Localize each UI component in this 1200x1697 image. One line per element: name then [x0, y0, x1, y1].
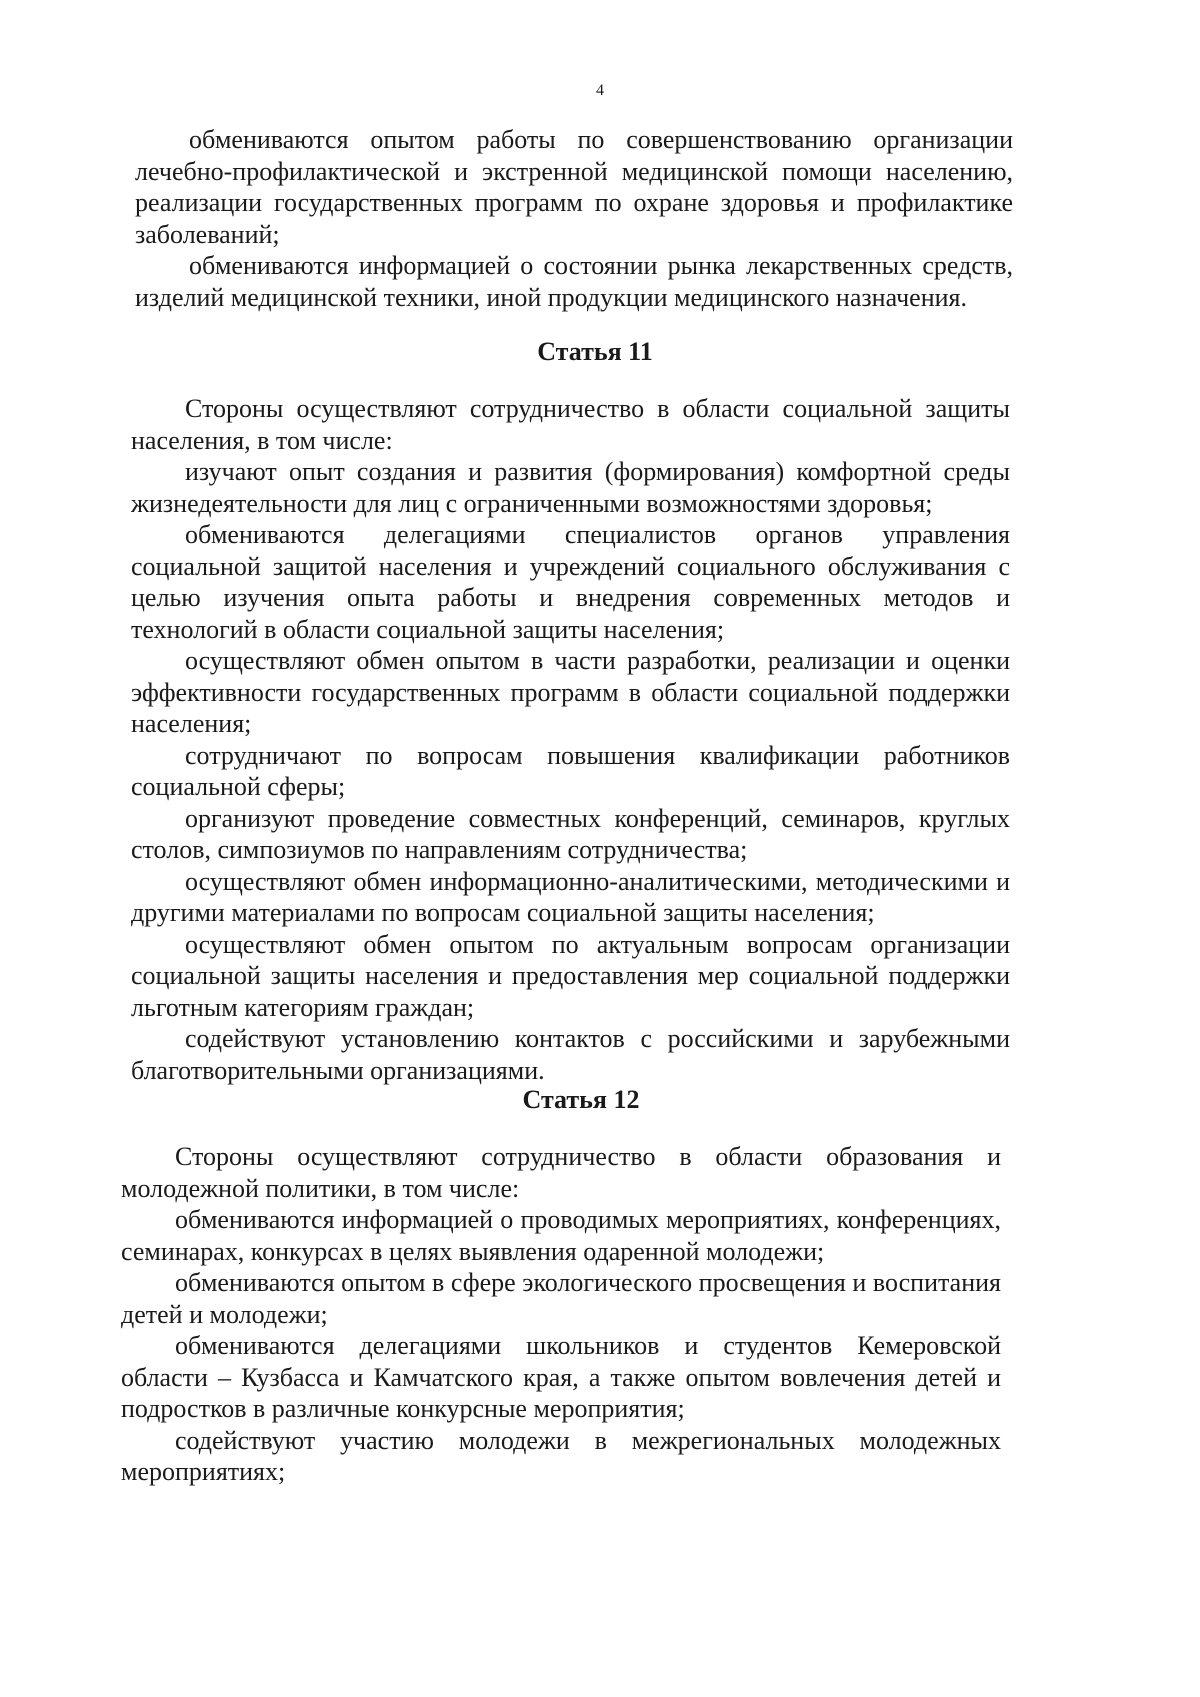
article-12-body	[121, 1141, 1001, 1488]
article-11-heading: Статья 11	[537, 337, 653, 366]
paragraph: осуществляют обмен опытом в части разработки, реализации и оценки эффективности государственных программ в области социальной поддержки населения;	[131, 646, 1010, 738]
paragraph: обмениваются делегациями школьников и студентов Кемеровской области – Кузбасса и Камчатского края, а также опытом вовлечения детей и подростков в различные конкурсные мероприятия;	[121, 1331, 1001, 1423]
paragraph: осуществляют обмен опытом по актуальным вопросам организации социальной защиты населения и предоставления мер социальной поддержки льготным категориям граждан;	[131, 929, 1010, 1022]
paragraph: содействуют установлению контактов с российскими и зарубежными благотворительными организациями.	[131, 1024, 1010, 1085]
paragraph: изучают опыт создания и развития (формирования) комфортной среды жизнедеятельности для лиц с ограниченными возможностями здоровья;	[131, 457, 1010, 518]
paragraph: обмениваются опытом работы по совершенствованию организации лечебно-профилактической и экстренной медицинской помощи населению, реализации государственных программ по охране здоровья и профилактике заболеваний;	[135, 125, 1013, 249]
paragraph: организуют проведение совместных конференций, семинаров, круглых столов, симпозиумов по направлениям сотрудничества;	[131, 803, 1010, 864]
page-number: 4	[596, 82, 604, 99]
paragraph: сотрудничают по вопросам повышения квалификации работников социальной сферы;	[131, 740, 1010, 801]
article-11-body	[131, 393, 1010, 1086]
paragraph: обмениваются опытом в сфере экологического просвещения и воспитания детей и молодежи;	[121, 1268, 1001, 1329]
paragraph: осуществляют обмен информационно-аналитическими, методическими и другими материалами по вопросам социальной защиты населения;	[131, 866, 1010, 927]
article-12-heading: Статья 12	[522, 1085, 640, 1114]
paragraph: обмениваются информацией о состоянии рынка лекарственных средств, изделий медицинской техники, иной продукции медицинского назначения.	[135, 251, 1013, 312]
paragraph: обмениваются информацией о проводимых мероприятиях, конференциях, семинарах, конкурсах в целях выявления одаренной молодежи;	[121, 1205, 1001, 1266]
paragraph: обмениваются делегациями специалистов органов управления социальной защитой населения и учреждений социального обслуживания с целью изучения опыта работы и внедрения современных методов и технологий в области социальной защиты населения;	[131, 520, 1010, 644]
paragraph: Стороны осуществляют сотрудничество в области образования и молодежной политики, в том числе:	[121, 1142, 1001, 1203]
paragraph: содействуют участию молодежи в межрегиональных молодежных мероприятиях;	[121, 1425, 1001, 1486]
paragraph: Стороны осуществляют сотрудничество в области социальной защиты населения, в том числе:	[131, 394, 1010, 455]
intro-section	[135, 124, 1013, 313]
